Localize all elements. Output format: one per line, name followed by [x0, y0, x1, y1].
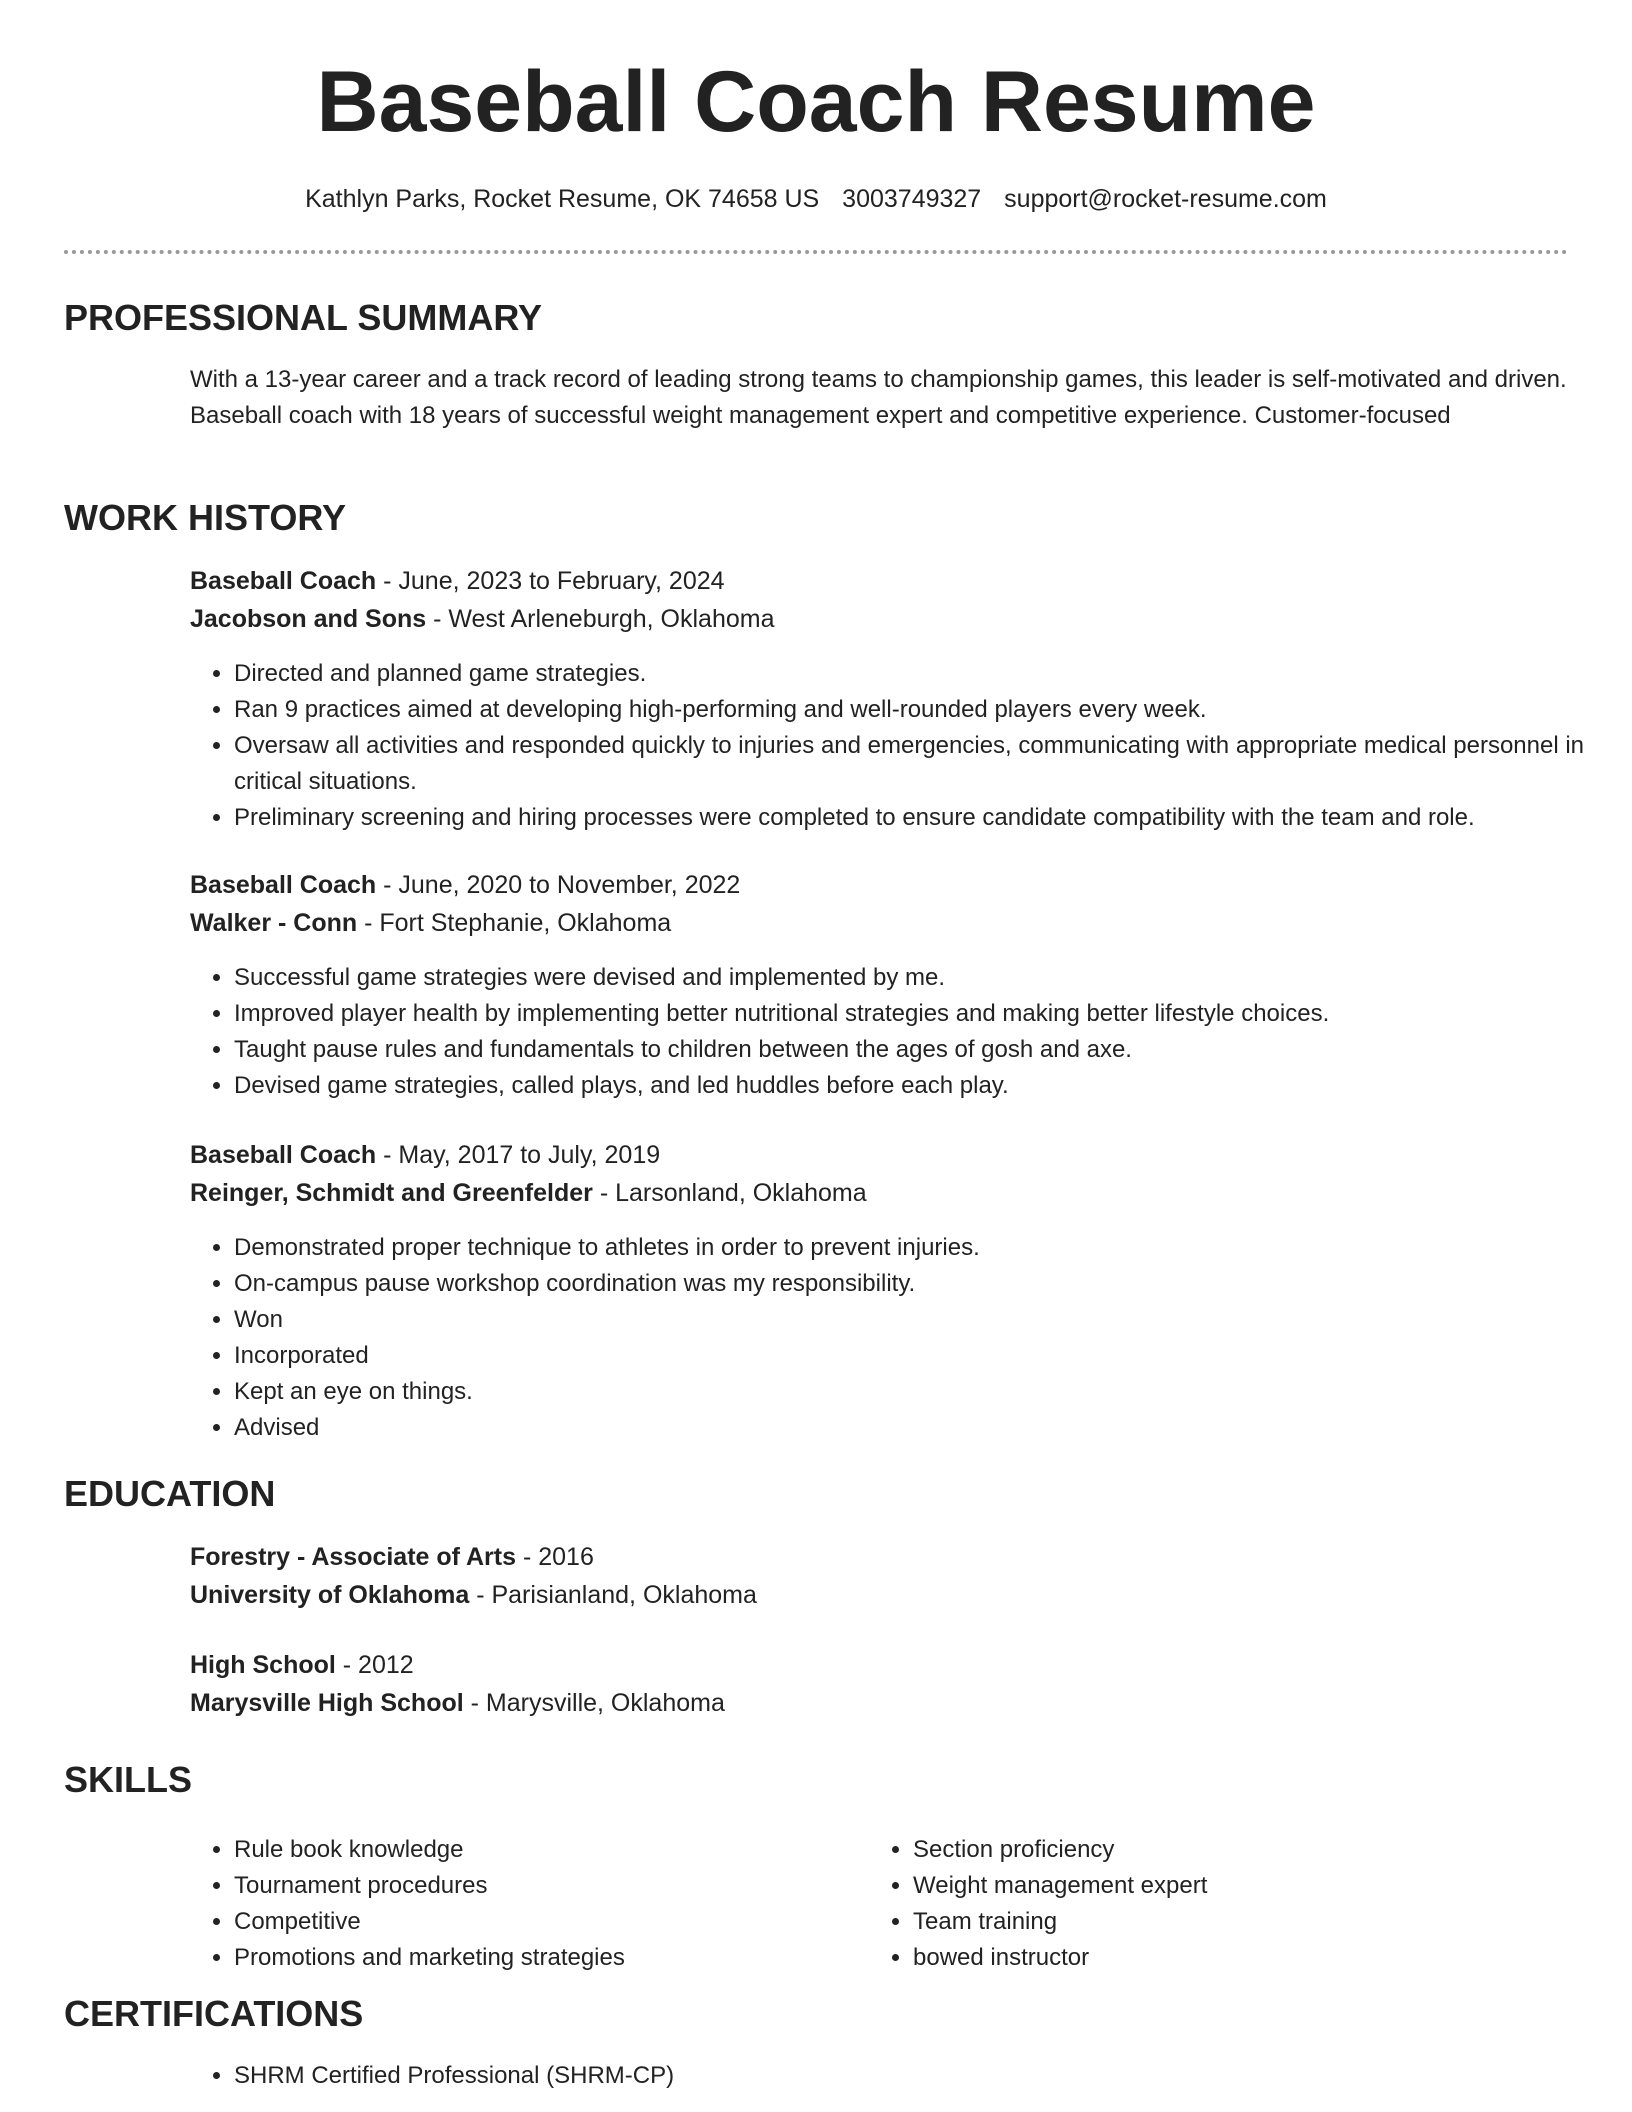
skill-item: • Rule book knowledge: [234, 1832, 869, 1868]
job-location: - Fort Stephanie, Oklahoma: [357, 909, 672, 937]
list-item: • Demonstrated proper technique to athletes in order to prevent injuries.: [234, 1230, 1612, 1266]
skill-item: • Promotions and marketing strategies: [234, 1940, 869, 1976]
job-bullets: [190, 1230, 1612, 1446]
job-company-line: [190, 1174, 1568, 1212]
job-entry: [190, 1136, 1568, 1212]
job-title-line: [190, 866, 1568, 904]
job-dates: - May, 2017 to July, 2019: [376, 1141, 661, 1169]
header-divider: [64, 250, 1568, 254]
list-item: • Successful game strategies were devised and implemented by me.: [234, 960, 1612, 996]
job-company-line: [190, 600, 1568, 638]
skill-item: • Weight management expert: [913, 1868, 1548, 1904]
job-company: Walker - Conn: [190, 909, 358, 937]
skills-grid: [190, 1832, 1568, 1976]
job-company-line: [190, 904, 1568, 942]
contact-address: Kathlyn Parks, Rocket Resume, OK 74658 US: [305, 185, 820, 213]
job-company: Reinger, Schmidt and Greenfelder: [190, 1179, 593, 1207]
skill-item: • bowed instructor: [913, 1940, 1548, 1976]
skill-item: • Tournament procedures: [234, 1868, 869, 1904]
job-title-line: [190, 562, 1568, 600]
education-school: University of Oklahoma: [190, 1581, 470, 1609]
education-location: - Parisianland, Oklahoma: [469, 1581, 757, 1609]
job-title-line: [190, 1136, 1568, 1174]
list-item: • Won: [234, 1302, 1612, 1338]
skills-column-right: [869, 1832, 1548, 1976]
education-entry: [190, 1646, 1568, 1722]
summary-text: With a 13-year career and a track record of leading strong teams to championship games, this leader is self-motivated and driven. Baseball coach with 18 years of successful weight management expert and competitive experience. Customer-focused: [190, 366, 1567, 429]
list-item: • Taught pause rules and fundamentals to children between the ages of gosh and axe.: [234, 1032, 1612, 1068]
section-heading-work: WORK HISTORY: [64, 497, 347, 538]
job-entry: [190, 562, 1568, 638]
contact-phone: 3003749327: [842, 185, 982, 213]
education-school: Marysville High School: [190, 1689, 464, 1717]
contact-email: support@rocket-resume.com: [1004, 185, 1327, 213]
list-item: • Preliminary screening and hiring processes were completed to ensure candidate compatibility with the team and role.: [234, 800, 1612, 836]
list-item: • Improved player health by implementing better nutritional strategies and making better lifestyle choices.: [234, 996, 1612, 1032]
job-location: - West Arleneburgh, Oklahoma: [426, 605, 775, 633]
skills-column-left: [190, 1832, 869, 1976]
education-school-line: [190, 1684, 1568, 1722]
section-heading-summary: PROFESSIONAL SUMMARY: [64, 297, 543, 338]
contact-line: [0, 182, 1632, 216]
skill-item: • Team training: [913, 1904, 1548, 1940]
education-degree: High School: [190, 1651, 336, 1679]
skill-item: • Competitive: [234, 1904, 869, 1940]
section-heading-skills: SKILLS: [64, 1759, 193, 1800]
list-item: • Advised: [234, 1410, 1612, 1446]
list-item: • Directed and planned game strategies.: [234, 656, 1612, 692]
job-location: - Larsonland, Oklahoma: [592, 1179, 867, 1207]
education-degree-line: [190, 1646, 1568, 1684]
job-company: Jacobson and Sons: [190, 605, 427, 633]
list-item: • Devised game strategies, called plays, and led huddles before each play.: [234, 1068, 1612, 1104]
list-item: • Oversaw all activities and responded quickly to injuries and emergencies, communicating with appropriate medical personnel in critical situations.: [234, 728, 1612, 800]
education-year: - 2012: [335, 1651, 414, 1679]
section-heading-certifications: CERTIFICATIONS: [64, 1993, 364, 2034]
job-bullets: [190, 960, 1612, 1104]
education-school-line: [190, 1576, 1568, 1614]
certification-item: • SHRM Certified Professional (SHRM-CP): [234, 2058, 1612, 2094]
job-bullets: [190, 656, 1612, 836]
job-dates: - June, 2020 to November, 2022: [376, 871, 741, 899]
education-degree-line: [190, 1538, 1568, 1576]
education-entry: [190, 1538, 1568, 1614]
skill-item: • Section proficiency: [913, 1832, 1548, 1868]
education-year: - 2016: [516, 1543, 594, 1571]
job-entry: [190, 866, 1568, 942]
job-dates: - June, 2023 to February, 2024: [376, 567, 725, 595]
job-title: Baseball Coach: [190, 871, 377, 899]
section-heading-education: EDUCATION: [64, 1473, 276, 1514]
resume-title: Baseball Coach Resume: [316, 54, 1316, 150]
education-degree: Forestry - Associate of Arts: [190, 1543, 517, 1571]
list-item: • Ran 9 practices aimed at developing high-performing and well-rounded players every week.: [234, 692, 1612, 728]
certifications-list: [190, 2058, 1612, 2094]
job-title: Baseball Coach: [190, 567, 377, 595]
list-item: • On-campus pause workshop coordination was my responsibility.: [234, 1266, 1612, 1302]
education-location: - Marysville, Oklahoma: [463, 1689, 725, 1717]
list-item: • Incorporated: [234, 1338, 1612, 1374]
job-title: Baseball Coach: [190, 1141, 377, 1169]
list-item: • Kept an eye on things.: [234, 1374, 1612, 1410]
